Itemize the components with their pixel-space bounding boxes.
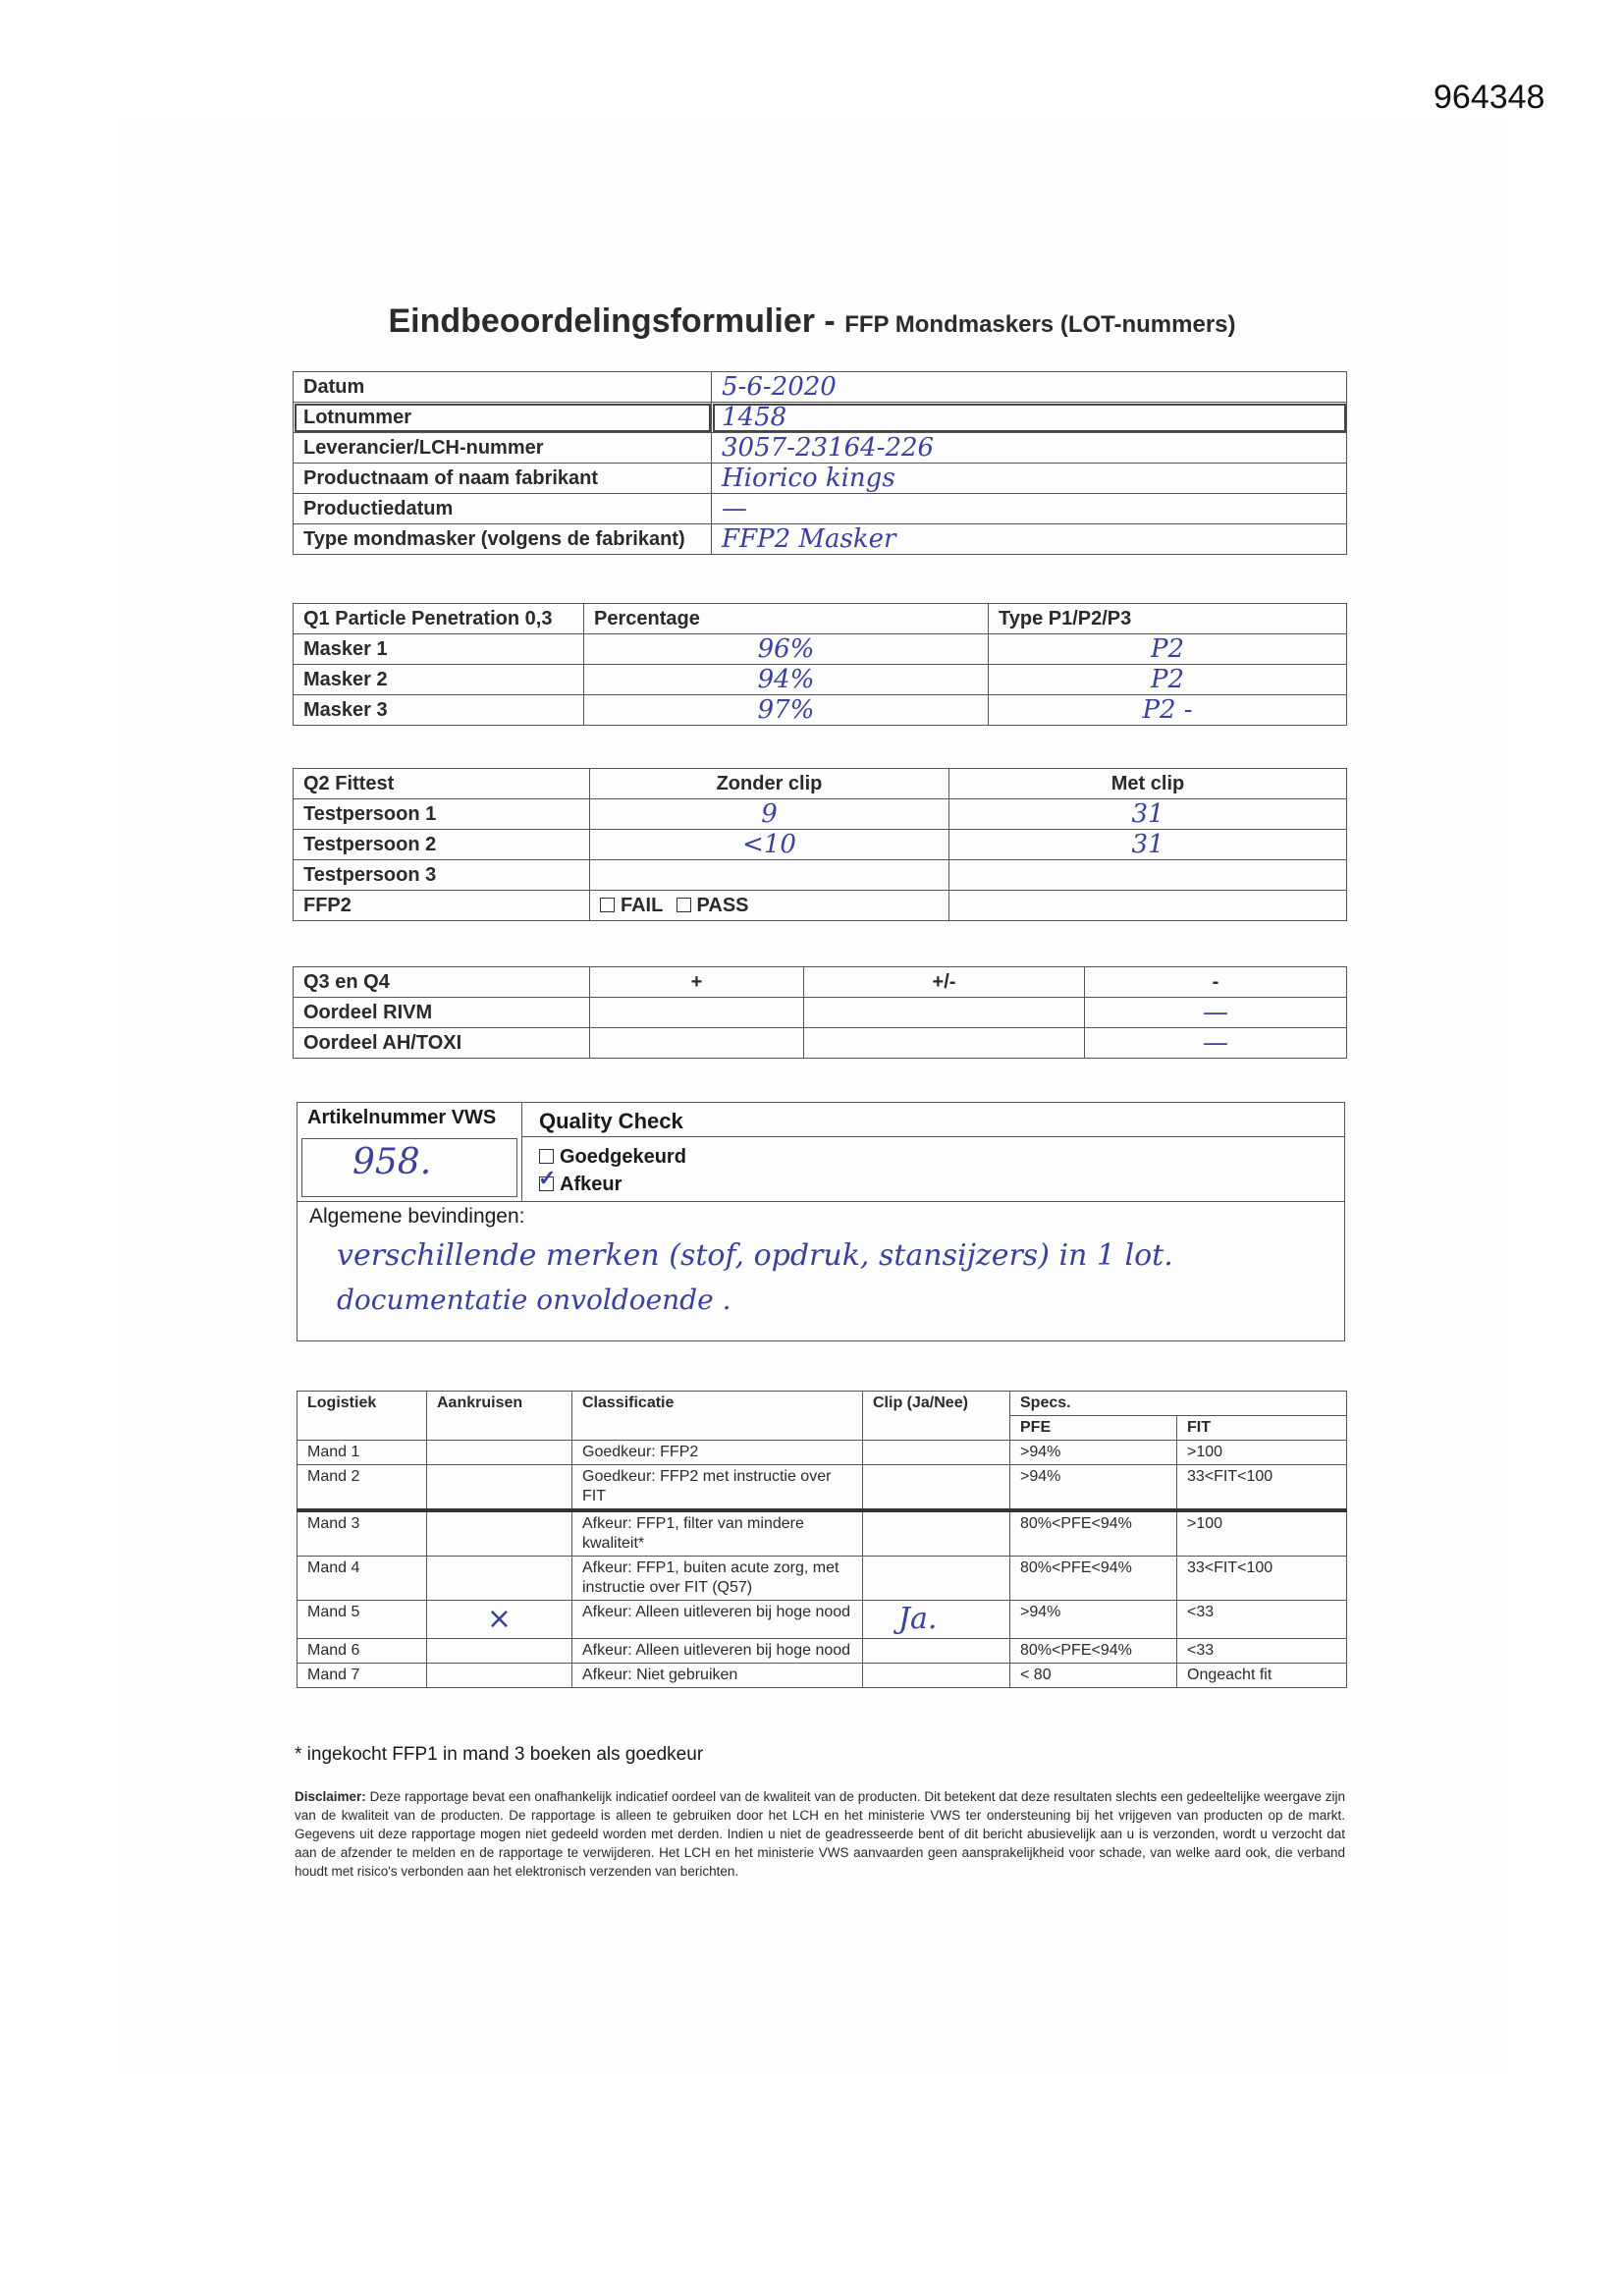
classificatie-cell: Afkeur: FFP1, filter van mindere kwaliteit* <box>572 1510 863 1557</box>
aankruisen-cell[interactable] <box>427 1557 572 1601</box>
table-row <box>294 998 1347 1028</box>
pass-label: PASS <box>696 894 749 916</box>
table-row <box>294 799 1347 830</box>
aankruisen-cell[interactable] <box>427 1510 572 1557</box>
percentage-value[interactable]: 97% <box>584 695 989 726</box>
column-header: PFE <box>1010 1416 1177 1441</box>
aankruisen-cell[interactable] <box>427 1639 572 1664</box>
row-label: Oordeel AH/TOXI <box>294 1028 590 1059</box>
table-row <box>294 1028 1347 1059</box>
fit-cell: <33 <box>1177 1639 1347 1664</box>
column-header: FIT <box>1177 1416 1347 1441</box>
column-header: Q1 Particle Penetration 0,3 <box>294 604 584 634</box>
zonder-clip-value[interactable]: 9 <box>590 799 949 830</box>
column-header: Logistiek <box>298 1392 427 1441</box>
row-label: Testpersoon 3 <box>294 860 590 891</box>
aankruisen-cell[interactable] <box>427 1664 572 1688</box>
pfe-cell: >94% <box>1010 1441 1177 1465</box>
disclaimer-text: Deze rapportage bevat een onafhankelijk indicatief oordeel van de kwaliteit van de producten. Dit betekent dat deze resultaten slechts een gedeeltelijke weergave zijn van de kwaliteit van de producten. De rapportage is alleen te gebruiken door het LCH en het ministerie VWS ter ondersteuning bij het vrijgeven van producten op de markt. Gegevens uit deze rapportage mogen niet gedeeld worden met derden. Indien u niet de geadresseerde bent of dit bericht abusievelijk aan u is verzonden, wordt u verzocht dat aan de afzender te melden en de rapportage te verwijderen. Het LCH en het ministerie VWS aanvaarden geen aansprakelijkheid voor schade, van welke aard ook, die verband houdt met risico's verbonden aan het elektronisch verzenden van berichten. <box>295 1789 1345 1879</box>
clip-cell[interactable] <box>863 1465 1010 1511</box>
table-row <box>298 1465 1347 1511</box>
footnote: * ingekocht FFP1 in mand 3 boeken als goedkeur <box>295 1744 704 1765</box>
mand-label: Mand 5 <box>298 1601 427 1639</box>
mand-label: Mand 4 <box>298 1557 427 1601</box>
classificatie-cell: Goedkeur: FFP2 met instructie over FIT <box>572 1465 863 1511</box>
type-value[interactable]: P2 <box>989 665 1347 695</box>
row-label: Testpersoon 2 <box>294 830 590 860</box>
row-label: Leverancier/LCH-nummer <box>294 433 712 464</box>
row-label: Oordeel RIVM <box>294 998 590 1028</box>
mand-label: Mand 7 <box>298 1664 427 1688</box>
lotnummer-value[interactable]: 1458 <box>712 403 1347 433</box>
mand-label: Mand 3 <box>298 1510 427 1557</box>
table-row <box>294 665 1347 695</box>
table-header-row <box>298 1392 1347 1416</box>
pfe-cell: 80%<PFE<94% <box>1010 1557 1177 1601</box>
table-row <box>294 891 1347 921</box>
fail-label: FAIL <box>621 894 663 916</box>
fit-cell: >100 <box>1177 1510 1347 1557</box>
row-label: Datum <box>294 372 712 403</box>
mand-label: Mand 6 <box>298 1639 427 1664</box>
q2-fittest-table <box>293 768 1347 921</box>
column-header: Classificatie <box>572 1392 863 1441</box>
classificatie-cell: Afkeur: Alleen uitleveren bij hoge nood <box>572 1639 863 1664</box>
table-row <box>298 1557 1347 1601</box>
fit-cell: Ongeacht fit <box>1177 1664 1347 1688</box>
clip-cell[interactable] <box>863 1510 1010 1557</box>
q1-particle-table <box>293 603 1347 726</box>
pfe-cell: >94% <box>1010 1465 1177 1511</box>
table-row <box>294 860 1347 891</box>
pfe-cell: 80%<PFE<94% <box>1010 1639 1177 1664</box>
column-header: Q2 Fittest <box>294 769 590 799</box>
classificatie-cell: Goedkeur: FFP2 <box>572 1441 863 1465</box>
column-header: - <box>1085 967 1347 998</box>
type-value[interactable]: P2 <box>989 634 1347 665</box>
fit-cell: <33 <box>1177 1601 1347 1639</box>
fit-cell: 33<FIT<100 <box>1177 1557 1347 1601</box>
table-header-row <box>294 769 1347 799</box>
aankruisen-cell[interactable] <box>427 1441 572 1465</box>
type-value[interactable]: P2 - <box>989 695 1347 726</box>
table-row <box>294 494 1347 524</box>
pfe-cell: 80%<PFE<94% <box>1010 1510 1177 1557</box>
row-label: Lotnummer <box>294 403 712 433</box>
column-header: Met clip <box>949 769 1347 799</box>
minus-value[interactable]: — <box>1085 998 1347 1028</box>
general-info-table <box>293 371 1347 555</box>
mand-label: Mand 2 <box>298 1465 427 1511</box>
column-header: Aankruisen <box>427 1392 572 1441</box>
disclaimer-label: Disclaimer: <box>295 1789 366 1804</box>
goedgekeurd-checkbox[interactable] <box>539 1149 554 1164</box>
table-row <box>294 830 1347 860</box>
classificatie-cell: Afkeur: FFP1, buiten acute zorg, met instructie over FIT (Q57) <box>572 1557 863 1601</box>
percentage-value[interactable]: 94% <box>584 665 989 695</box>
logistics-table <box>297 1391 1347 1688</box>
title-dash: - <box>824 302 836 340</box>
bevindingen-line-2[interactable]: documentatie onvoldoende . <box>337 1284 731 1316</box>
row-label: Productnaam of naam fabrikant <box>294 464 712 494</box>
met-clip-value[interactable]: 31 <box>949 799 1347 830</box>
classificatie-cell: Afkeur: Alleen uitleveren bij hoge nood <box>572 1601 863 1639</box>
column-header: Zonder clip <box>590 769 949 799</box>
column-header: Clip (Ja/Nee) <box>863 1392 1010 1441</box>
column-header: + <box>590 967 804 998</box>
afkeur-checkbox[interactable] <box>539 1176 554 1191</box>
clip-cell[interactable] <box>863 1664 1010 1688</box>
aankruisen-cell[interactable] <box>427 1465 572 1511</box>
minus-value[interactable]: — <box>1085 1028 1347 1059</box>
goedgekeurd-option[interactable] <box>539 1146 686 1169</box>
afkeur-option[interactable] <box>539 1174 622 1196</box>
column-header: +/- <box>804 967 1085 998</box>
table-row <box>294 695 1347 726</box>
q3-q4-table <box>293 966 1347 1059</box>
table-row <box>298 1601 1347 1639</box>
table-row <box>298 1639 1347 1664</box>
table-row <box>294 403 1347 433</box>
table-row <box>294 464 1347 494</box>
row-label: Type mondmasker (volgens de fabrikant) <box>294 524 712 555</box>
pfe-cell: < 80 <box>1010 1664 1177 1688</box>
artikelnummer-value: 958. <box>352 1142 432 1182</box>
column-header: Type P1/P2/P3 <box>989 604 1347 634</box>
clip-cell[interactable] <box>863 1557 1010 1601</box>
row-label: Masker 2 <box>294 665 584 695</box>
quality-check-label: Quality Check <box>539 1109 683 1133</box>
row-label: Testpersoon 1 <box>294 799 590 830</box>
aankruisen-cell[interactable]: × <box>427 1601 572 1639</box>
table-row <box>294 634 1347 665</box>
fit-cell: 33<FIT<100 <box>1177 1465 1347 1511</box>
quality-check-section <box>297 1102 1345 1341</box>
met-clip-value[interactable] <box>949 860 1347 891</box>
column-header: Specs. <box>1010 1392 1347 1416</box>
title-subtitle: FFP Mondmaskers (LOT-nummers) <box>844 311 1236 338</box>
pass-checkbox[interactable] <box>677 898 691 912</box>
disclaimer <box>295 1787 1345 1881</box>
table-row <box>298 1510 1347 1557</box>
productnaam-value[interactable]: Hiorico kings <box>712 464 1347 494</box>
ffp2-result-cell <box>590 891 949 921</box>
artikelnummer-box <box>298 1103 522 1202</box>
divider <box>298 1201 1344 1202</box>
column-header: Percentage <box>584 604 989 634</box>
productiedatum-value[interactable]: — <box>712 494 1347 524</box>
type-mondmasker-value[interactable]: FFP2 Masker <box>712 524 1347 555</box>
table-row <box>294 372 1347 403</box>
pfe-cell: >94% <box>1010 1601 1177 1639</box>
fit-cell: >100 <box>1177 1441 1347 1465</box>
table-row <box>298 1441 1347 1465</box>
table-header-row <box>294 967 1347 998</box>
table-row <box>294 433 1347 464</box>
row-label: Productiedatum <box>294 494 712 524</box>
plus-value[interactable] <box>590 1028 804 1059</box>
leverancier-value[interactable]: 3057-23164-226 <box>712 433 1347 464</box>
zonder-clip-value[interactable] <box>590 860 949 891</box>
plus-value[interactable] <box>590 998 804 1028</box>
row-label: FFP2 <box>294 891 590 921</box>
artikelnummer-label: Artikelnummer VWS <box>307 1107 497 1128</box>
divider <box>521 1136 1344 1137</box>
zonder-clip-value[interactable]: <10 <box>590 830 949 860</box>
datum-value[interactable]: 5-6-2020 <box>712 372 1347 403</box>
plusminus-value[interactable] <box>804 998 1085 1028</box>
clip-cell[interactable] <box>863 1441 1010 1465</box>
clip-cell[interactable] <box>863 1639 1010 1664</box>
title-main: Eindbeoordelingsformulier <box>388 302 815 340</box>
bevindingen-line-1[interactable]: verschillende merken (stof, opdruk, stansijzers) in 1 lot. <box>337 1238 1173 1273</box>
document-id: 964348 <box>1434 79 1545 116</box>
goedgekeurd-label: Goedgekeurd <box>560 1146 686 1168</box>
table-row <box>298 1664 1347 1688</box>
clip-cell[interactable]: Ja. <box>863 1601 1010 1639</box>
table-row <box>294 524 1347 555</box>
classificatie-cell: Afkeur: Niet gebruiken <box>572 1664 863 1688</box>
row-label: Masker 3 <box>294 695 584 726</box>
met-clip-value[interactable]: 31 <box>949 830 1347 860</box>
form-title <box>0 302 1624 341</box>
empty-cell <box>949 891 1347 921</box>
column-header: Q3 en Q4 <box>294 967 590 998</box>
afkeur-label: Afkeur <box>560 1174 623 1195</box>
bevindingen-label: Algemene bevindingen: <box>309 1205 525 1228</box>
mand-label: Mand 1 <box>298 1441 427 1465</box>
fail-checkbox[interactable] <box>600 898 615 912</box>
table-header-row <box>294 604 1347 634</box>
percentage-value[interactable]: 96% <box>584 634 989 665</box>
row-label: Masker 1 <box>294 634 584 665</box>
plusminus-value[interactable] <box>804 1028 1085 1059</box>
